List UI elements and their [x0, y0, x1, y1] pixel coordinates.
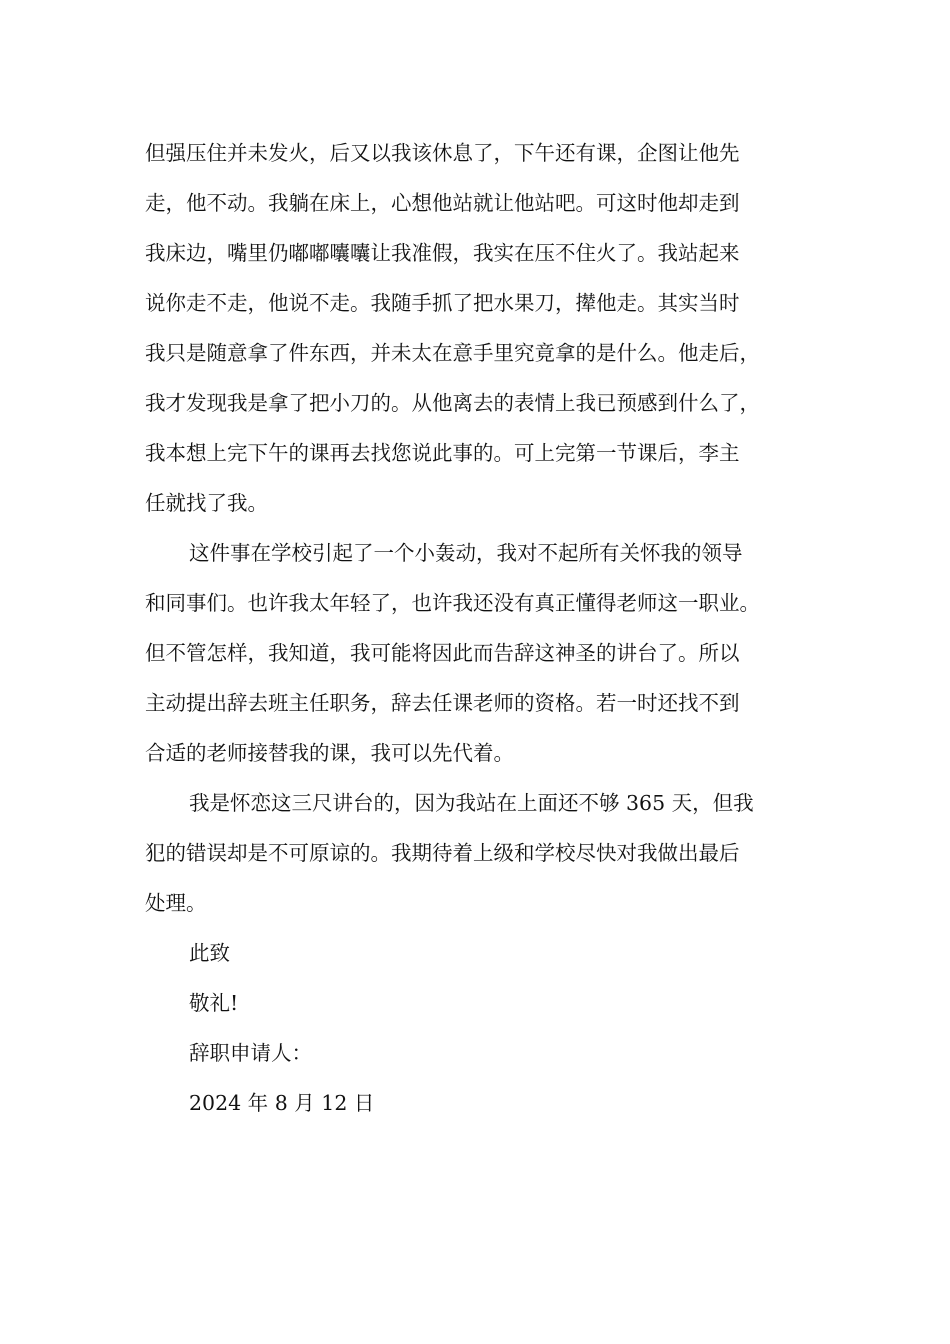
letter-body: [145, 128, 810, 1128]
signature-label: 辞职申请人：: [189, 1041, 312, 1065]
salutation: 敬礼!: [189, 991, 239, 1015]
text-line: 处理。: [145, 891, 207, 915]
text-line: 我只是随意拿了件东西，并未太在意手里究竟拿的是什么。他走后，: [145, 341, 760, 365]
letter-date: 2024 年 8 月 12 日: [189, 1091, 375, 1115]
text-line: 我才发现我是拿了把小刀的。从他离去的表情上我已预感到什么了，: [145, 391, 760, 415]
text-line: 主动提出辞去班主任职务，辞去任课老师的资格。若一时还找不到: [145, 691, 740, 715]
text-line: 任就找了我。: [145, 491, 268, 515]
closing-phrase: 此致: [189, 941, 230, 965]
paragraph-2: [145, 528, 810, 778]
text-line: 这件事在学校引起了一个小轰动，我对不起所有关怀我的领导: [189, 541, 743, 565]
text-line: 犯的错误却是不可原谅的。我期待着上级和学校尽快对我做出最后: [145, 841, 740, 865]
text-line: 但强压住并未发火，后又以我该休息了，下午还有课，企图让他先: [145, 141, 740, 165]
text-line: 走，他不动。我躺在床上，心想他站就让他站吧。可这时他却走到: [145, 191, 740, 215]
paragraph-3: [145, 778, 810, 928]
text-line: 我床边，嘴里仍嘟嘟囔囔让我准假，我实在压不住火了。我站起来: [145, 241, 740, 265]
text-line: 合适的老师接替我的课，我可以先代着。: [145, 741, 514, 765]
text-line: 和同事们。也许我太年轻了，也许我还没有真正懂得老师这一职业。: [145, 591, 760, 615]
text-line: 说你走不走，他说不走。我随手抓了把水果刀，撵他走。其实当时: [145, 291, 740, 315]
text-line: 但不管怎样，我知道，我可能将因此而告辞这神圣的讲台了。所以: [145, 641, 740, 665]
paragraph-1: [145, 128, 810, 528]
text-line: 我本想上完下午的课再去找您说此事的。可上完第一节课后，李主: [145, 441, 740, 465]
text-line: 我是怀恋这三尺讲台的，因为我站在上面还不够 365 天，但我: [189, 791, 754, 815]
